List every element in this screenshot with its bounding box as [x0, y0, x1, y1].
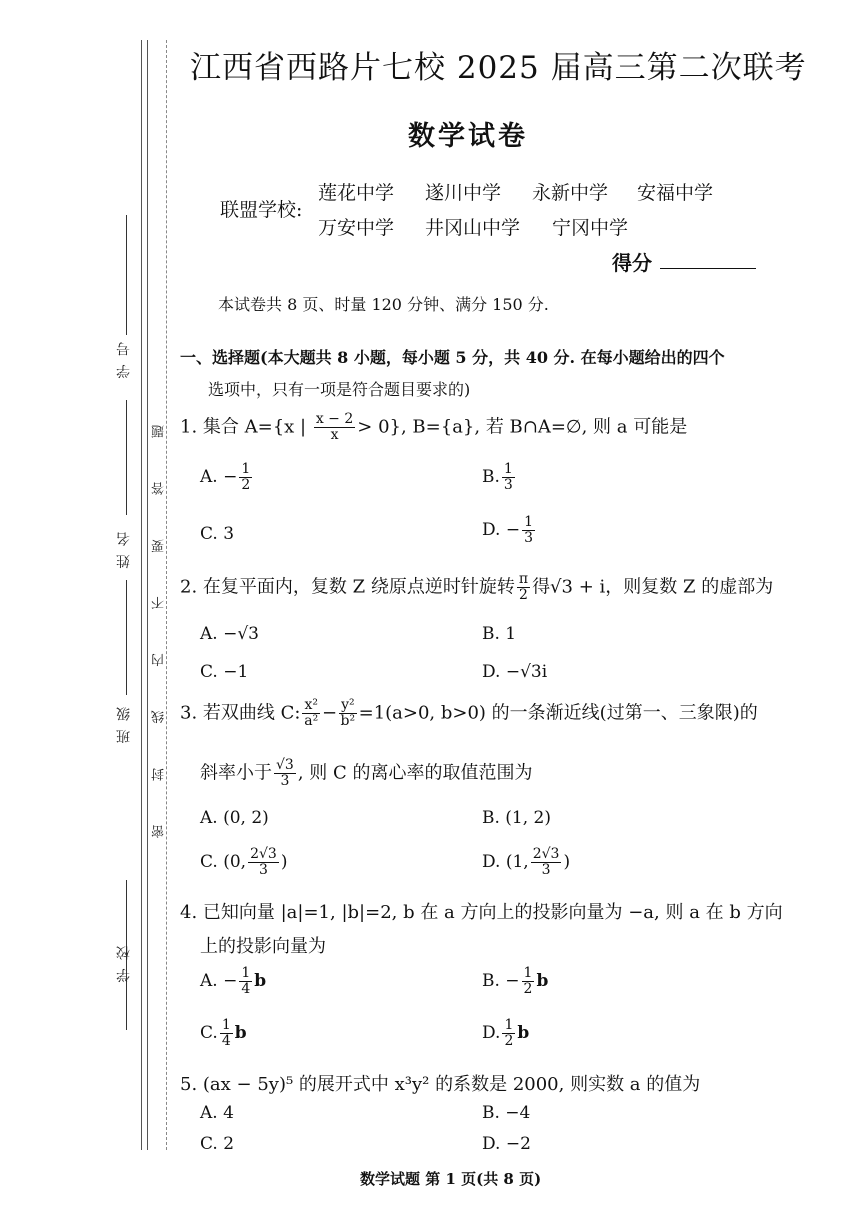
league-school-2: 遂川中学 [425, 182, 502, 204]
q1-a-num: 1 [241, 461, 251, 477]
league-school-3: 永新中学 [532, 182, 609, 204]
q4-option-c[interactable] [200, 1018, 247, 1049]
q1-frac-num: x − 2 [315, 411, 354, 427]
q4-c-num: 1 [221, 1017, 231, 1033]
class-blank-line [126, 580, 127, 695]
q1-option-a[interactable] [200, 462, 254, 493]
q4-b-frac [522, 966, 535, 997]
league-school-5: 万安中学 [318, 217, 395, 239]
q4-b-label: B. − [482, 971, 520, 991]
q3-d-suffix: ) [563, 852, 571, 872]
q3-stem-line1 [180, 698, 758, 729]
q5-option-b[interactable]: B. −4 [482, 1103, 531, 1123]
q2-frac-den: 2 [519, 587, 528, 603]
binding-notice: 密 封 线 内 不 要 答 题 [152, 405, 167, 838]
q3-c-num: 2√3 [250, 846, 277, 862]
q1-set-close: > 0} [357, 416, 401, 438]
q4-d-num: 1 [504, 1017, 514, 1033]
q4-stem-line1: 4. 已知向量 |a|=1, |b|=2, b 在 a 方向上的投影向量为 −a, 则 a 在 b 方向 [180, 902, 783, 923]
q4-a-label: A. − [200, 971, 238, 991]
q1-a-frac [239, 462, 252, 493]
league-school-6: 井冈山中学 [425, 217, 521, 239]
binding-number-label: 学 号 [116, 340, 132, 379]
q4-d-label: D. [482, 1023, 501, 1043]
q3-prefix: 3. 若双曲线 C: [180, 702, 301, 724]
q1-fraction [314, 412, 355, 443]
margin-line-inner [147, 40, 148, 1150]
margin-line-outer [141, 40, 142, 1150]
q4-stem-line2: 上的投影向量为 [200, 936, 326, 957]
q1-option-d[interactable] [482, 515, 537, 546]
q3-f1-num: x² [304, 697, 318, 713]
q1-option-b[interactable] [482, 462, 517, 493]
q3-option-a[interactable]: A. (0, 2) [200, 808, 269, 828]
q4-d-suffix: b [517, 1023, 530, 1043]
score-blank[interactable] [660, 268, 756, 269]
number-blank-line [126, 215, 127, 335]
q1-d-frac [522, 515, 535, 546]
q3-f2-den: b² [340, 713, 356, 729]
q1-prefix: 1. 集合 A= [180, 416, 273, 438]
q3-frac-y [339, 698, 357, 729]
league-school-4: 安福中学 [637, 182, 714, 204]
q3-d-num: 2√3 [532, 846, 560, 862]
q4-a-suffix: b [254, 971, 267, 991]
q2-option-c[interactable]: C. −1 [200, 662, 249, 682]
league-label: 联盟学校: [220, 199, 303, 221]
q4-d-den: 2 [504, 1033, 514, 1049]
q5-option-a[interactable]: A. 4 [200, 1103, 234, 1123]
q2-frac-num: π [518, 571, 529, 587]
q5-stem: 5. (ax − 5y)⁵ 的展开式中 x³y² 的系数是 2000, 则实数 a 的值为 [180, 1074, 701, 1095]
q3-d-frac [531, 847, 562, 878]
q3-option-c[interactable] [200, 847, 287, 878]
binding-school-label: 学 校 [116, 944, 132, 983]
exam-info: 本试卷共 8 页、时量 120 分钟、满分 150 分. [218, 295, 549, 314]
q1-stem [180, 412, 687, 443]
q4-option-d[interactable] [482, 1018, 529, 1049]
exam-subtitle: 数学试卷 [408, 121, 528, 152]
q1-a-label: A. − [200, 467, 238, 487]
q1-b-den: 3 [503, 477, 513, 493]
q1-d-label: D. − [482, 520, 521, 540]
q2-rest: 得√3 + i，则复数 Z 的虚部为 [532, 576, 774, 598]
league-school-7: 宁冈中学 [552, 217, 629, 239]
q5-option-c[interactable]: C. 2 [200, 1134, 235, 1154]
q4-b-den: 2 [523, 981, 533, 997]
q2-fraction [517, 572, 530, 603]
q4-a-num: 1 [241, 965, 251, 981]
q1-option-c[interactable]: C. 3 [200, 524, 235, 544]
binding-class-label: 班 级 [116, 705, 132, 744]
q3-line2-frac [274, 758, 296, 789]
q3-d-den: 3 [541, 862, 551, 878]
q3-option-d[interactable] [482, 847, 570, 878]
q3-c-den: 3 [258, 862, 268, 878]
q4-a-frac [239, 966, 252, 997]
q3-line2-den: 3 [280, 773, 290, 789]
q3-stem-line2 [200, 758, 533, 789]
q4-a-den: 4 [241, 981, 251, 997]
q4-option-a[interactable] [200, 966, 266, 997]
q4-c-label: C. [200, 1023, 218, 1043]
q4-b-num: 1 [523, 965, 533, 981]
q3-c-frac [248, 847, 279, 878]
q1-b-num: 1 [503, 461, 513, 477]
q2-option-b[interactable]: B. 1 [482, 624, 517, 644]
page-footer: 数学试题 第 1 页(共 8 页) [360, 1170, 542, 1188]
q4-option-b[interactable] [482, 966, 548, 997]
q3-c-prefix: C. (0, [200, 852, 247, 872]
q4-c-suffix: b [234, 1023, 247, 1043]
q1-a-den: 2 [241, 477, 251, 493]
q4-b-suffix: b [536, 971, 549, 991]
exam-title: 江西省西路片七校 2025 届高三第二次联考 [190, 50, 807, 86]
name-blank-line [126, 400, 127, 515]
q4-d-frac [502, 1018, 515, 1049]
league-school-1: 莲花中学 [318, 182, 395, 204]
q3-d-prefix: D. (1, [482, 852, 529, 872]
q2-option-d[interactable]: D. −√3i [482, 662, 548, 682]
q2-stem [180, 572, 773, 603]
q1-set-open: {x | [272, 416, 307, 438]
q3-rest: =1(a>0, b>0) 的一条渐近线(过第一、三象限)的 [358, 702, 758, 724]
q4-c-den: 4 [221, 1033, 231, 1049]
q4-c-frac [220, 1018, 233, 1049]
q3-f2-num: y² [341, 697, 355, 713]
q3-line2-prefix: 斜率小于 [200, 762, 272, 784]
q3-option-b[interactable]: B. (1, 2) [482, 808, 552, 828]
q5-option-d[interactable]: D. −2 [482, 1134, 531, 1154]
q1-d-den: 3 [524, 530, 533, 546]
q3-line2-rest: , 则 C 的离心率的取值范围为 [297, 762, 533, 784]
q3-frac-x [302, 698, 320, 729]
q2-option-a[interactable]: A. −√3 [200, 624, 259, 644]
q1-rest: , B={a}, 若 B∩A=∅, 则 a 可能是 [400, 416, 688, 438]
q3-line2-num: √3 [276, 757, 294, 773]
section1-heading-line2: 选项中，只有一项是符合题目要求的) [208, 380, 471, 399]
section1-heading-line1: 一、选择题(本大题共 8 小题，每小题 5 分，共 40 分. 在每小题给出的四个 [180, 348, 725, 367]
binding-name-label: 姓 名 [116, 530, 132, 569]
q3-f1-den: a² [304, 713, 319, 729]
q1-b-label: B. [482, 467, 500, 487]
q3-minus: − [321, 702, 338, 724]
score-label: 得分 [612, 251, 652, 275]
q3-c-suffix: ) [280, 852, 288, 872]
q1-d-num: 1 [524, 514, 533, 530]
q1-frac-den: x [330, 427, 339, 443]
q1-b-frac [502, 462, 515, 493]
q2-prefix: 2. 在复平面内，复数 Z 绕原点逆时针旋转 [180, 576, 515, 598]
